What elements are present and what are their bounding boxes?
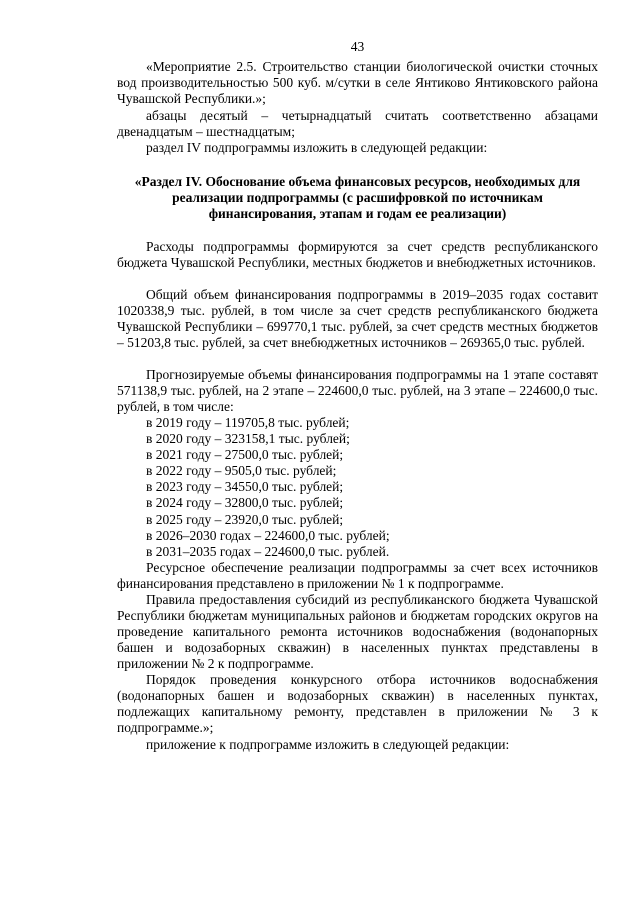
list-item: в 2022 году – 9505,0 тыс. рублей; <box>146 463 337 479</box>
list-item: в 2024 году – 32800,0 тыс. рублей; <box>146 495 344 511</box>
paragraph-expense-sources: Расходы подпрограммы формируются за счет средств республиканского бюджета Чувашской Республики, местных бюджетов и внебюджетных источников. <box>117 239 598 271</box>
list-item: в 2023 году – 34550,0 тыс. рублей; <box>146 479 344 495</box>
paragraph-resource-provision: Ресурсное обеспечение реализации подпрограммы за счет всех источников финансирования представлено в приложении № 1 к подпрограмме. <box>117 560 598 592</box>
list-item: в 2026–2030 годах – 224600,0 тыс. рублей; <box>146 527 390 543</box>
paragraph-subsidy-rules: Правила предоставления субсидий из республиканского бюджета Чувашской Республики бюджетам муниципальных районов и бюджетам городских округов на проведение капитального ремонта источников водоснабжения (водонапорных башен и водозаборных скважин) в населенных пунктах представлены в приложении № 2 к подпрограмме. <box>117 592 598 672</box>
paragraph-forecast-stages: Прогнозируемые объемы финансирования подпрограммы на 1 этапе составят 571138,9 тыс. рублей, на 2 этапе – 224600,0 тыс. рублей, на 3 этапе – 224600,0 тыс. рублей, в том числе: <box>117 367 598 415</box>
list-item: в 2019 году – 119705,8 тыс. рублей; <box>146 415 350 430</box>
paragraph-section-intro: раздел IV подпрограммы изложить в следующей редакции: <box>146 140 488 155</box>
list-item: в 2025 году – 23920,0 тыс. рублей; <box>146 511 344 527</box>
page-number: 43 <box>350 39 365 54</box>
list-item: в 2031–2035 годах – 224600,0 тыс. рублей. <box>146 543 390 559</box>
financing-by-year-list <box>146 415 596 560</box>
list-item: в 2021 году – 27500,0 тыс. рублей; <box>146 447 344 463</box>
paragraph-measure-2-5: «Мероприятие 2.5. Строительство станции биологической очистки сточных вод производительностью 500 куб. м/сутки в селе Янтиково Янтиковского района Чувашской Республики.»; <box>117 59 598 107</box>
paragraph-appendix-intro: приложение к подпрограмме изложить в следующей редакции: <box>146 737 510 752</box>
paragraph-renumber-clauses: абзацы десятый – четырнадцатый считать соответственно абзацами двенадцатым – шестнадцатым; <box>117 108 598 140</box>
paragraph-selection-procedure: Порядок проведения конкурсного отбора источников водоснабжения (водонапорных башен и водозаборных скважин) в населенных пунктах, подлежащих капитальному ремонту, представлен в приложении № 3 к подпрограмме.»; <box>117 672 598 736</box>
paragraph-total-financing: Общий объем финансирования подпрограммы в 2019–2035 годах составит 1020338,9 тыс. рублей, в том числе за счет средств республиканского бюджета Чувашской Республики – 699770,1 тыс. рублей, за счет средств местных бюджетов – 51203,8 тыс. рублей, за счет внебюджетных источников – 269365,0 тыс. рублей. <box>117 287 598 351</box>
list-item: в 2020 году – 323158,1 тыс. рублей; <box>146 431 350 447</box>
section-heading: «Раздел IV. Обоснование объема финансовых ресурсов, необходимых для реализации подпрограммы (с расшифровкой по источникам финансирования, этапам и годам ее реализации) <box>134 174 581 222</box>
